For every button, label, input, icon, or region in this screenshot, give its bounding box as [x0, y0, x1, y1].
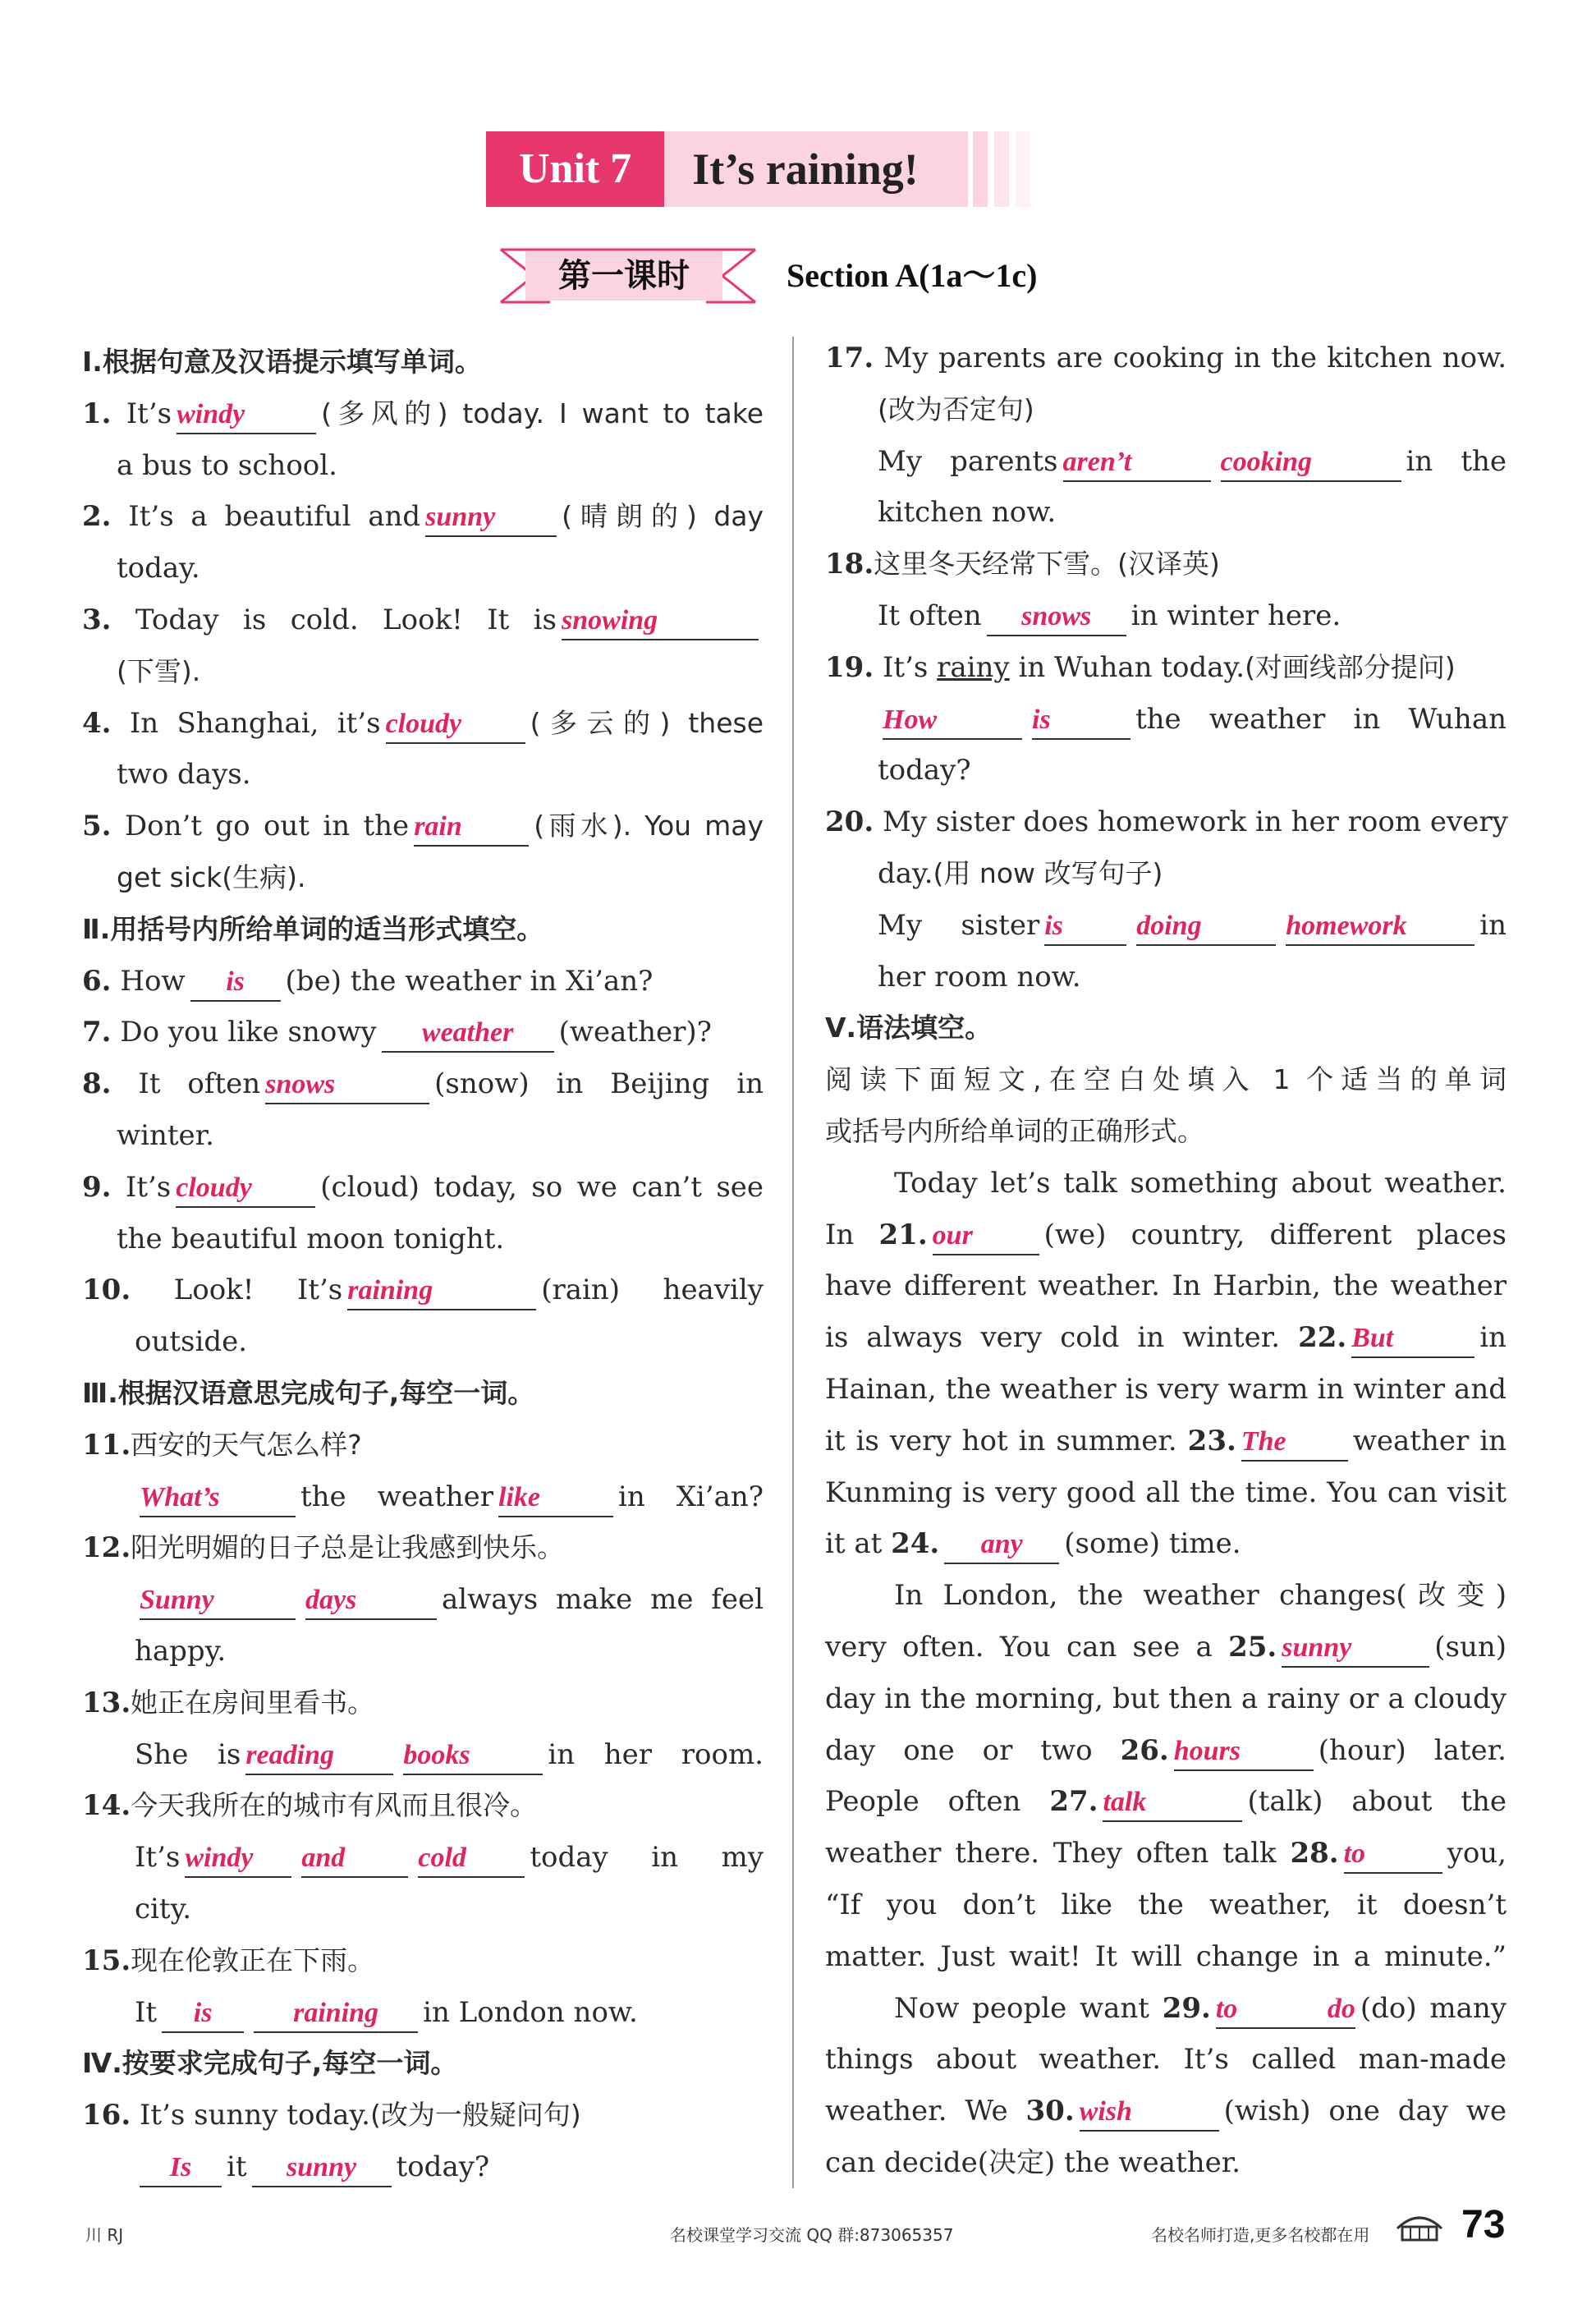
- answer-blank[interactable]: The: [1241, 1423, 1348, 1462]
- page-number: 73: [1461, 2203, 1506, 2247]
- question-16-answer: Is it sunny today?: [82, 2141, 764, 2193]
- question-2-cont: today.: [117, 552, 200, 585]
- question-5-cont: get sick(生病).: [117, 861, 306, 893]
- answer-blank[interactable]: days: [305, 1581, 437, 1620]
- answer-blank[interactable]: to: [1344, 1835, 1442, 1874]
- answer-blank[interactable]: and: [301, 1839, 408, 1878]
- answer-blank[interactable]: weather: [382, 1014, 554, 1053]
- column-divider: [792, 337, 794, 2188]
- underlined-word: rainy: [937, 650, 1010, 684]
- section-heading-2: Ⅱ.用括号内所给单词的适当形式填空。: [82, 912, 544, 945]
- answer-blank[interactable]: reading: [245, 1737, 393, 1775]
- passage-line-22: is always very cold in winter. 22. But in: [825, 1312, 1507, 1364]
- question-3: 3. Today is cold. Look! It is snowing: [82, 594, 764, 646]
- passage-line: things about weather. It’s called man-made: [825, 2043, 1507, 2077]
- unit-banner: [486, 131, 1037, 207]
- answer-blank[interactable]: sunny: [1282, 1629, 1429, 1668]
- passage-line: can decide(决定) the weather.: [825, 2146, 1241, 2179]
- question-14-cont: city.: [135, 1892, 192, 1925]
- passage-line: Today let’s talk something about weather.: [894, 1166, 1507, 1200]
- question-15-answer: It is raining in London now.: [82, 1987, 764, 2039]
- question-6: 6. How is (be) the weather in Xi’an?: [82, 956, 764, 1007]
- instruction-line-2: 或括号内所给单词的正确形式。: [825, 1114, 1204, 1147]
- instruction-line-1: 阅读下面短文,在空白处填入 1 个适当的单词: [825, 1063, 1507, 1096]
- section-heading-4: Ⅳ.按要求完成句子,每空一词。: [82, 2047, 458, 2080]
- answer-blank[interactable]: hours: [1174, 1733, 1314, 1771]
- answer-blank[interactable]: is: [190, 963, 281, 1002]
- passage-line-24: it at 24. any (some) time.: [825, 1518, 1507, 1570]
- section-heading-5: Ⅴ.语法填空。: [825, 1012, 993, 1044]
- answer-blank[interactable]: homework: [1286, 907, 1474, 946]
- answer-blank[interactable]: our: [933, 1217, 1039, 1255]
- answer-blank[interactable]: snows: [265, 1066, 429, 1104]
- answer-blank[interactable]: any: [944, 1526, 1059, 1564]
- question-3-cont: (下雪).: [117, 654, 201, 687]
- passage-line-27: People often 27. talk (talk) about the: [825, 1776, 1507, 1828]
- answer-blank[interactable]: Sunny: [140, 1581, 296, 1620]
- answer-blank[interactable]: windy: [177, 396, 316, 434]
- answer-blank[interactable]: cooking: [1221, 443, 1401, 482]
- section-heading-1: Ⅰ.根据句意及汉语提示填写单词。: [82, 346, 482, 378]
- answer-blank[interactable]: raining: [254, 1994, 418, 2033]
- question-11: 11.西安的天气怎么样?: [82, 1428, 362, 1462]
- answer-blank[interactable]: cloudy: [176, 1169, 315, 1208]
- question-18: 18.这里冬天经常下雪。(汉译英): [825, 548, 1220, 581]
- question-20: 20. My sister does homework in her room every: [825, 805, 1508, 839]
- footer-edition: 川 RJ: [85, 2225, 124, 2245]
- passage-line: In London, the weather changes(改变): [894, 1579, 1507, 1613]
- answer-blank[interactable]: doing: [1136, 907, 1276, 946]
- question-19-cont: today?: [878, 754, 971, 787]
- answer-blank[interactable]: wish: [1080, 2093, 1219, 2132]
- passage-line: Kunming is very good all the time. You can visit: [825, 1476, 1507, 1509]
- answer-blank[interactable]: talk: [1103, 1783, 1242, 1822]
- question-20-cont: day.(用 now 改写句子): [878, 856, 1163, 890]
- answer-blank[interactable]: is: [162, 1994, 244, 2033]
- answer-blank[interactable]: But: [1351, 1320, 1474, 1358]
- question-20-cont2: her room now.: [878, 960, 1081, 994]
- question-11-answer: What’s the weather like in Xi’an?: [82, 1471, 764, 1523]
- footer-qq-group: 名校课堂学习交流 QQ 群:873065357: [670, 2225, 954, 2245]
- lesson-label: 第一课时: [525, 251, 722, 301]
- section-heading-3: Ⅲ.根据汉语意思完成句子,每空一词。: [82, 1376, 535, 1409]
- unit-label: Unit 7: [486, 131, 664, 207]
- answer-blank[interactable]: raining: [347, 1272, 536, 1310]
- passage-line-29: Now people want 29. to do (do) many: [825, 1983, 1507, 2035]
- question-4-cont: two days.: [117, 758, 251, 792]
- question-17: 17. My parents are cooking in the kitchen now.: [825, 342, 1507, 374]
- answer-blank[interactable]: is: [1032, 701, 1130, 740]
- question-1-cont: a bus to school.: [117, 448, 337, 482]
- answer-blank[interactable]: Is: [140, 2149, 222, 2187]
- question-7: 7. Do you like snowy weather (weather)?: [82, 1007, 764, 1058]
- passage-line-25: very often. You can see a 25. sunny (sun): [825, 1622, 1507, 1673]
- passage-line: “If you don’t like the weather, it doesn’t: [825, 1888, 1507, 1921]
- answer-blank[interactable]: is: [1044, 907, 1126, 946]
- lesson-tag: [493, 246, 764, 305]
- question-5: 5. Don’t go out in the rain (雨水). You may: [82, 801, 764, 852]
- question-19: 19. It’s rainy in Wuhan today.(对画线部分提问): [825, 650, 1456, 684]
- passage-line: Hainan, the weather is very warm in winter and: [825, 1372, 1507, 1406]
- footer-slogan: 名校名师打造,更多名校都在用: [1151, 2225, 1370, 2245]
- passage-line: have different weather. In Harbin, the weather: [825, 1269, 1507, 1303]
- question-16: 16. It’s sunny today.(改为一般疑问句): [82, 2099, 581, 2132]
- question-2: 2. It’s a beautiful and sunny (晴朗的) day: [82, 491, 764, 543]
- question-13-answer: She is reading books in her room.: [82, 1729, 764, 1781]
- section-title: Section A(1a～1c): [787, 257, 1038, 294]
- question-14-answer: It’s windy and cold today in my: [82, 1832, 764, 1884]
- question-17-instruction: (改为否定句): [878, 392, 1034, 425]
- question-1: 1. It’s windy (多风的) today. I want to take: [82, 388, 764, 440]
- answer-blank[interactable]: sunny: [425, 498, 557, 537]
- question-13: 13.她正在房间里看书。: [82, 1686, 375, 1719]
- question-9: 9. It’s cloudy (cloud) today, so we can’t see: [82, 1162, 764, 1214]
- question-10: 10. Look! It’s raining (rain) heavily: [82, 1264, 764, 1316]
- question-9-cont: the beautiful moon tonight.: [117, 1222, 505, 1255]
- question-4: 4. In Shanghai, it’s cloudy (多云的) these: [82, 698, 764, 750]
- question-14: 14.今天我所在的城市有风而且很冷。: [82, 1789, 538, 1823]
- question-20-answer: My sister is doing homework in: [825, 900, 1507, 952]
- answer-blank[interactable]: cold: [418, 1839, 525, 1878]
- question-12-answer: Sunny days always make me feel: [82, 1574, 764, 1626]
- question-8: 8. It often snows (snow) in Beijing in: [82, 1058, 764, 1110]
- question-8-cont: winter.: [117, 1118, 214, 1152]
- answer-blank[interactable]: aren’t: [1063, 443, 1211, 482]
- question-18-answer: It often snows in winter here.: [825, 590, 1507, 642]
- answer-blank[interactable]: windy: [185, 1839, 291, 1878]
- answer-blank[interactable]: rain: [414, 808, 529, 847]
- banner-stripes: [973, 131, 1037, 207]
- passage-line-26: day one or two 26. hours (hour) later.: [825, 1725, 1507, 1777]
- answer-blank[interactable]: to do: [1216, 1990, 1355, 2029]
- question-10-cont: outside.: [135, 1325, 248, 1359]
- answer-blank[interactable]: snowing: [562, 602, 759, 640]
- answer-blank[interactable]: snows: [987, 598, 1126, 636]
- answer-blank[interactable]: How: [883, 701, 1022, 740]
- passage-line-28: weather there. They often talk 28. to you,: [825, 1828, 1507, 1879]
- answer-blank[interactable]: sunny: [252, 2149, 392, 2187]
- passage-line-21: In 21. our (we) country, different places: [825, 1209, 1507, 1261]
- question-17-cont: kitchen now.: [878, 496, 1057, 530]
- unit-title: It’s raining!: [664, 131, 968, 207]
- answer-blank[interactable]: like: [498, 1479, 613, 1517]
- left-column: [82, 337, 764, 2193]
- answer-blank[interactable]: cloudy: [386, 705, 525, 744]
- passage-line-30: weather. We 30. wish (wish) one day we: [825, 2086, 1507, 2137]
- passage-line-23: it is very hot in summer. 23. The weather in: [825, 1416, 1507, 1467]
- question-12-cont: happy.: [135, 1634, 227, 1668]
- passage-line: day in the morning, but then a rainy or a cloudy: [825, 1682, 1507, 1715]
- publisher-logo-icon: [1391, 2204, 1448, 2247]
- answer-blank[interactable]: What’s: [140, 1479, 296, 1517]
- question-15: 15.现在伦敦正在下雨。: [82, 1944, 375, 1977]
- answer-blank[interactable]: books: [403, 1737, 543, 1775]
- right-column: [825, 333, 1507, 2189]
- question-17-answer: My parents aren’t cooking in the: [825, 436, 1507, 488]
- passage-line: matter. Just wait! It will change in a minute.”: [825, 1939, 1507, 1973]
- question-19-answer: How is the weather in Wuhan: [825, 694, 1507, 746]
- question-12: 12.阳光明媚的日子总是让我感到快乐。: [82, 1531, 565, 1565]
